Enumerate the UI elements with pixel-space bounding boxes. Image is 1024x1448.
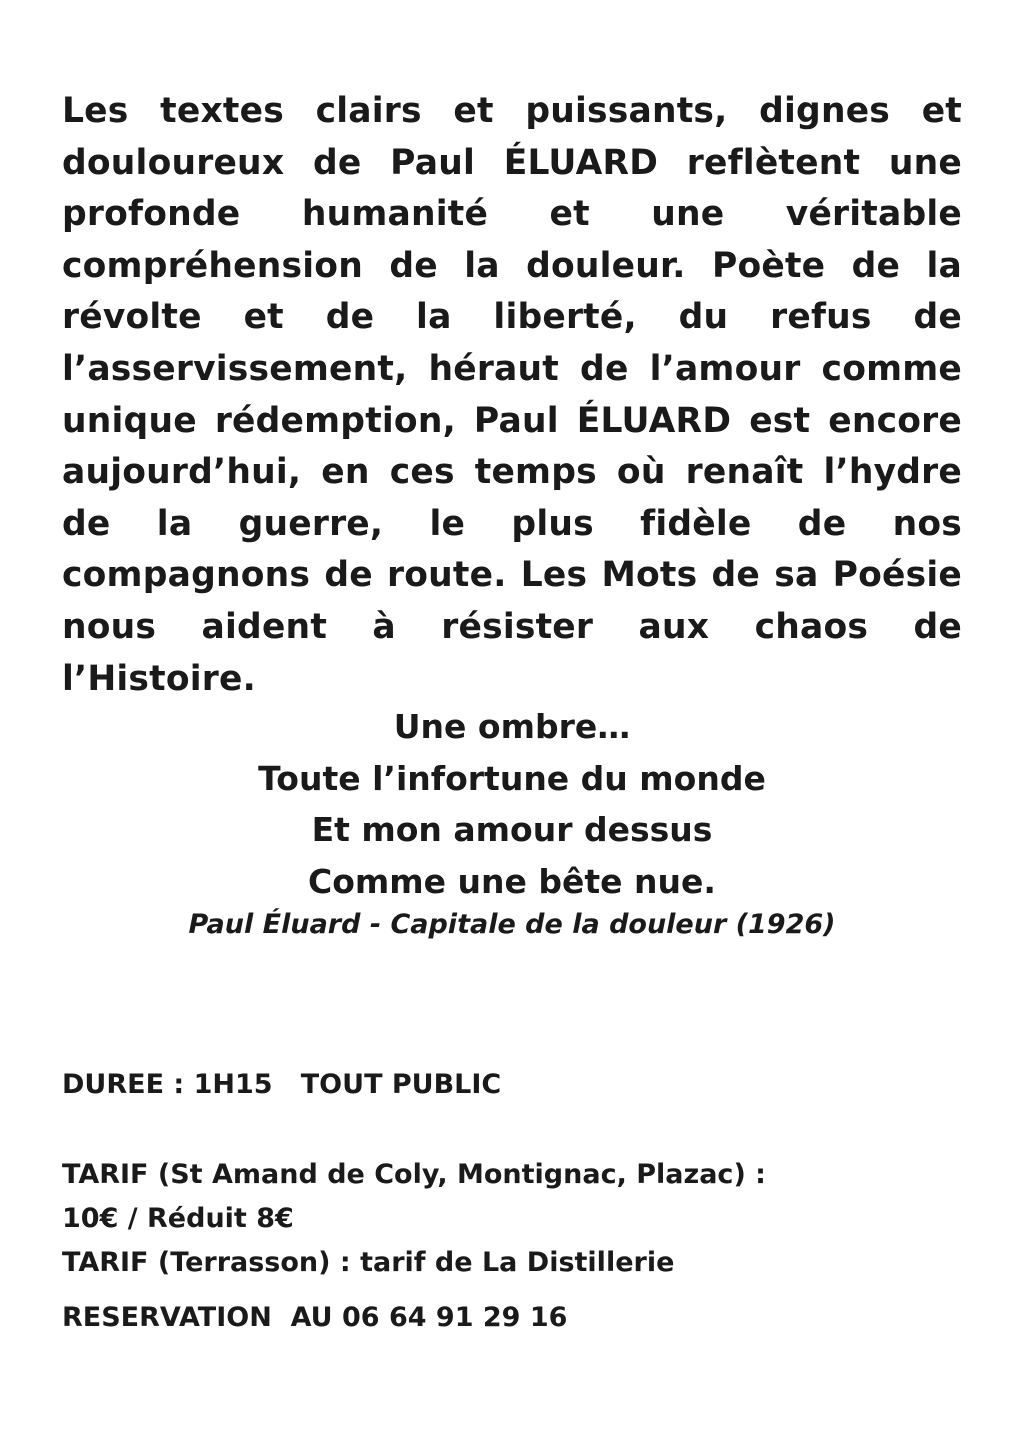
poem-citation: Paul Éluard - Capitale de la douleur (1926) xyxy=(188,909,836,940)
pricing-line: TARIF (Terrasson) : tarif de La Distillerie xyxy=(62,1247,675,1278)
poem-block xyxy=(62,701,962,943)
reservation-text: RESERVATION AU 06 64 91 29 16 xyxy=(62,1302,568,1333)
pricing-info xyxy=(62,1153,962,1285)
pricing-line: 10€ / Réduit 8€ xyxy=(62,1203,294,1234)
pricing-line: TARIF (St Amand de Coly, Montignac, Plazac) : xyxy=(62,1159,766,1190)
poem-line: Comme une bête nue. xyxy=(308,861,716,901)
poem-line: Une ombre… xyxy=(393,707,631,746)
intro-paragraph: Les textes clairs et puissants, dignes et douloureux de Paul ÉLUARD reflètent une profonde humanité et une véritable compréhension de la douleur. Poète de la révolte et de la liberté, du refus de l’asservissement, héraut de l’amour comme unique rédemption, Paul ÉLUARD est encore aujourd’hui, en ces temps où renaît l’hydre de la guerre, le plus fidèle de nos compagnons de route. Les Mots de sa Poésie nous aident à résister aux chaos de l’Histoire. xyxy=(62,91,963,699)
poem-line: Toute l’infortune du monde xyxy=(258,758,766,798)
duration-text: DUREE : 1H15 TOUT PUBLIC xyxy=(62,1069,502,1100)
poem-line: Et mon amour dessus xyxy=(311,810,713,849)
duration-info xyxy=(62,1063,962,1107)
reservation-info xyxy=(62,1296,962,1340)
